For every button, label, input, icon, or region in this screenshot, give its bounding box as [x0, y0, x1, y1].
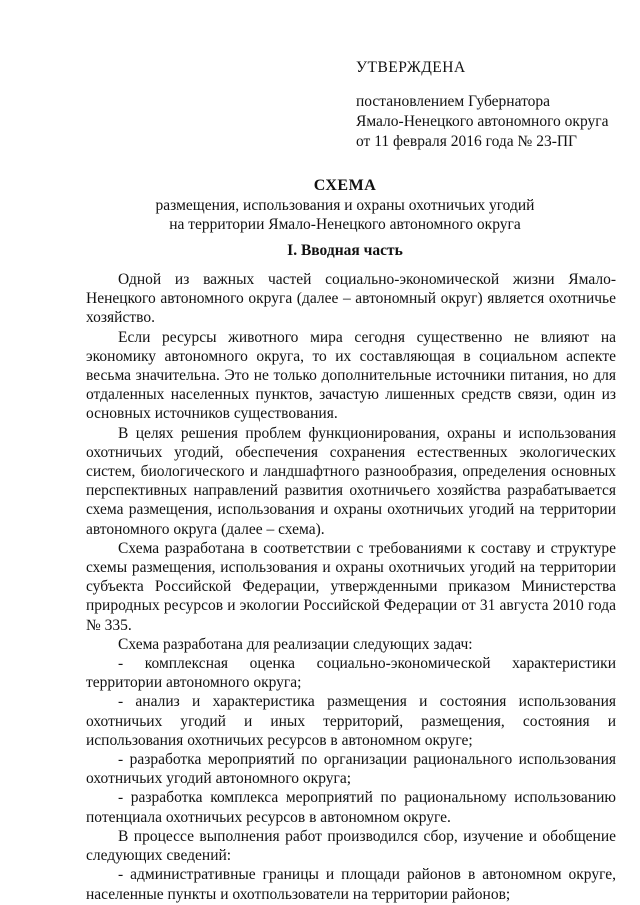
approval-line: Ямало-Ненецкого автономного округа [356, 113, 609, 130]
document-subtitle-line: размещения, использования и охраны охотничьих угодий [155, 197, 535, 214]
paragraph: Схема разработана для реализации следующих задач: [118, 635, 473, 653]
list-item: - административные границы и площади районов в автономном округе, населенные пункты и охотпользователи на территории районов; [86, 866, 616, 903]
document-title-block [60, 176, 630, 234]
list-item: - анализ и характеристика размещения и состояния использования охотничьих угодий и иных территорий, размещения, состояния и использования охотничьих ресурсов в автономном округе; [86, 693, 616, 749]
list-item: - разработка комплекса мероприятий по рациональному использованию потенциала охотничьих ресурсов в автономном округе. [86, 789, 616, 826]
document-title: СХЕМА [313, 177, 377, 194]
approval-line: постановлением Губернатора [356, 93, 551, 110]
list-item: - комплексная оценка социально-экономической характеристики территории автономного округа; [86, 655, 616, 692]
section-title: I. Вводная часть [287, 242, 403, 259]
approval-line: от 11 февраля 2016 года № 23-ПГ [356, 133, 578, 150]
paragraph: Схема разработана в соответствии с требованиями к составу и структуре схемы размещения, использования и охраны охотничьих угодий на территории субъекта Российской Федерации, утвержденными приказом Министерства природных ресурсов и экологии Российской Федерации от 31 августа 2010 года № 335. [86, 539, 616, 634]
paragraph: В процессе выполнения работ производился сбор, изучение и обобщение следующих сведений: [86, 827, 616, 865]
document-body [86, 270, 616, 904]
paragraph: В целях решения проблем функционирования, охраны и использования охотничьих угодий, обеспечения сохранения естественных экологических систем, биологического и ландшафтного разнообразия, определения основных перспективных направлений развития охотничьего хозяйства разрабатывается схема размещения, использования и охраны охотничьих угодий на территории автономного округа (далее – схема). [86, 424, 616, 538]
paragraph: Если ресурсы животного мира сегодня существенно не влияют на экономику автономного округа, то их составляющая в социальном аспекте весьма значительна. Это не только дополнительные источники питания, но для отдаленных населенных пунктов, зачастую лишенных средств связи, один из основных источников существования. [86, 328, 616, 423]
approval-heading: УТВЕРЖДЕНА [356, 59, 466, 76]
approval-stamp [356, 58, 626, 152]
paragraph: Одной из важных частей социально-экономической жизни Ямало-Ненецкого автономного округа (далее – автономный округ) является охотничье хозяйство. [86, 271, 616, 327]
document-subtitle-line: на территории Ямало-Ненецкого автономного округа [169, 216, 521, 233]
list-item: - разработка мероприятий по организации рационального использования охотничьих угодий автономного округа; [86, 751, 616, 788]
